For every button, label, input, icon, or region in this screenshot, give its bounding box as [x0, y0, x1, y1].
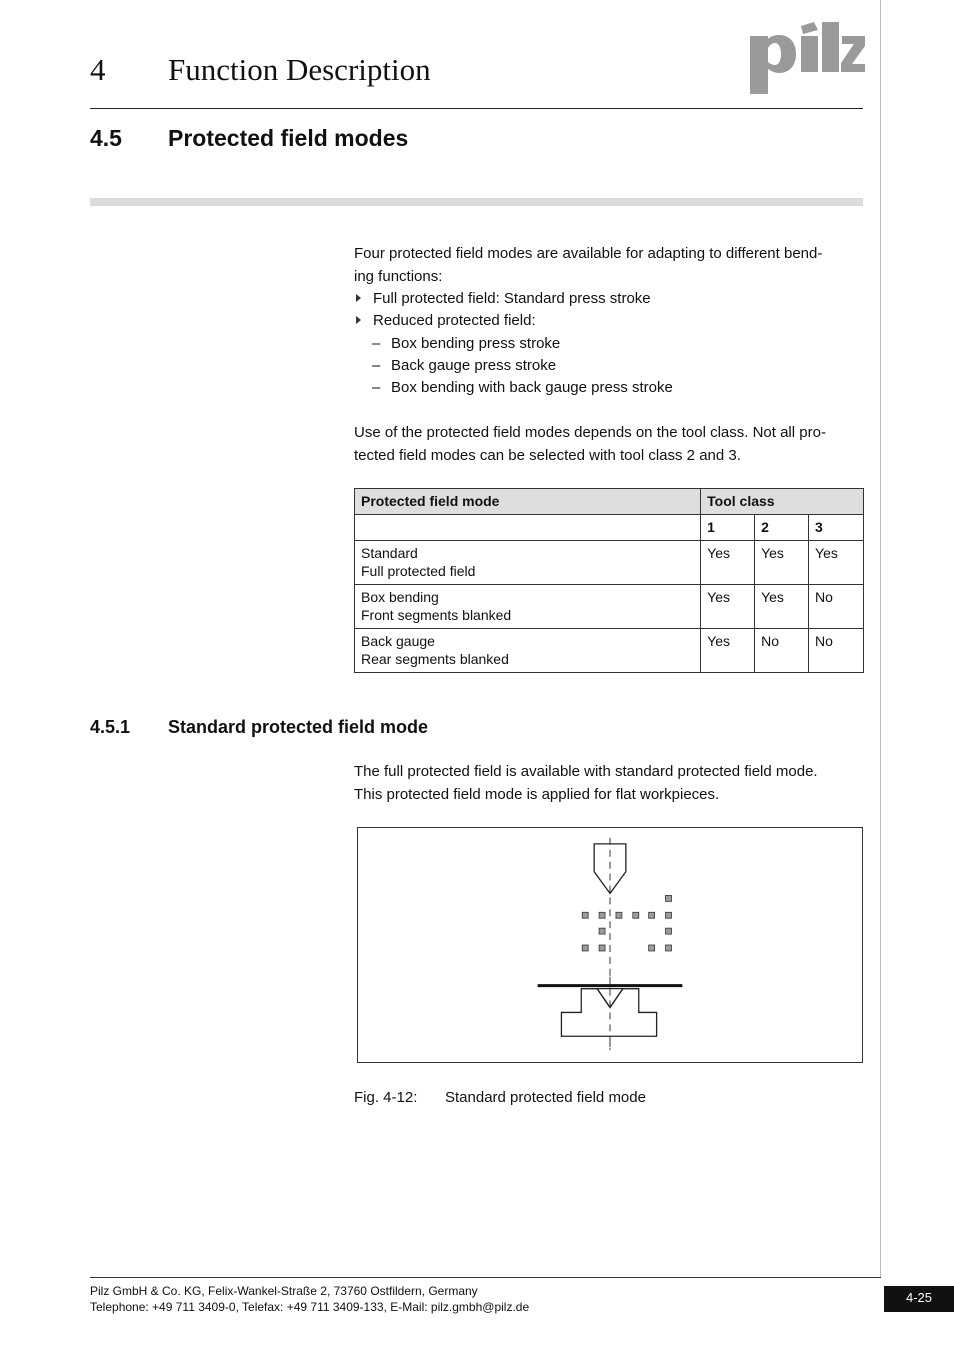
value-cell: No: [755, 629, 809, 673]
protected-field-sensors: [582, 895, 671, 951]
logo-letter-l: [822, 22, 839, 72]
press-brake-diagram: [357, 827, 863, 1063]
footer-address: Pilz GmbH & Co. KG, Felix-Wankel-Straße 2, 73760 Ostfildern, Germany: [90, 1284, 478, 1298]
logo-letter-i-dot: [801, 22, 818, 34]
die-tool: [561, 989, 656, 1037]
bullet-arrow-icon: [356, 294, 361, 302]
dash-symbol: –: [372, 379, 381, 396]
usage-paragraph: [354, 422, 866, 467]
sensor: [666, 912, 672, 918]
dash-symbol: –: [372, 357, 381, 374]
section-divider-band: [90, 198, 863, 206]
mode-name: Standard: [361, 545, 418, 561]
intro-line-2: ing functions:: [354, 267, 443, 285]
mode-name: Box bending: [361, 589, 439, 605]
usage-line-2: tected field modes can be selected with tool class 2 and 3.: [354, 446, 741, 464]
logo-letter-i: [801, 36, 818, 72]
mode-name: Back gauge: [361, 633, 435, 649]
subsection-line-2: This protected field mode is applied for flat workpieces.: [354, 785, 720, 803]
tool-class-1: 1: [701, 515, 755, 541]
chapter-number: 4: [90, 52, 106, 87]
protected-field-mode-table: [354, 488, 864, 673]
value-cell: Yes: [755, 585, 809, 629]
mode-cell: [355, 629, 701, 673]
figure-caption-label: Fig. 4-12:: [354, 1089, 418, 1106]
subsection-title: Standard protected field mode: [168, 717, 429, 737]
intro-line-1: Four protected field modes are available for adapting to different bend-: [354, 245, 823, 262]
logo-letter-z: [841, 36, 865, 72]
dash-item: – Back gauge press stroke: [372, 355, 556, 378]
table-header-row: [355, 489, 864, 515]
value-cell: Yes: [809, 541, 864, 585]
header-tool-class: Tool class: [701, 489, 864, 515]
bullet-item: Reduced protected field:: [354, 310, 536, 333]
sensor: [582, 912, 588, 918]
subsection-paragraph: [354, 761, 866, 806]
sensor: [633, 912, 639, 918]
subheader-empty: [355, 515, 701, 541]
intro-paragraph: [354, 243, 866, 288]
sensor: [599, 928, 605, 934]
value-cell: Yes: [755, 541, 809, 585]
mode-cell: [355, 541, 701, 585]
footer-contact: Telephone: +49 711 3409-0, Telefax: +49 711 3409-133, E-Mail: pilz.gmbh@pilz.de: [90, 1300, 530, 1314]
sensor: [666, 895, 672, 901]
page-margin-rule: [880, 0, 881, 1278]
dash-symbol: –: [372, 335, 381, 352]
table-row: [355, 541, 864, 585]
value-cell: No: [809, 585, 864, 629]
section-number: 4.5: [90, 125, 122, 151]
sensor: [582, 945, 588, 951]
chapter-title: Function Description: [168, 52, 431, 87]
mode-desc: Rear segments blanked: [361, 651, 509, 667]
logo-letter-p: [750, 35, 796, 94]
table-row: [355, 629, 864, 673]
bullet-arrow-icon: [356, 316, 361, 324]
sensor: [616, 912, 622, 918]
table-subheader-row: [355, 515, 864, 541]
subsection-line-1: The full protected field is available with standard protected field mode.: [354, 763, 818, 780]
value-cell: No: [809, 629, 864, 673]
table-row: [355, 585, 864, 629]
dash-item: – Box bending with back gauge press stroke: [372, 377, 673, 400]
value-cell: Yes: [701, 585, 755, 629]
sensor: [649, 945, 655, 951]
sensor: [666, 928, 672, 934]
tool-class-2: 2: [755, 515, 809, 541]
footer-rule: [90, 1277, 881, 1278]
sensor: [666, 945, 672, 951]
sensor: [649, 912, 655, 918]
header-rule: [90, 108, 863, 109]
figure-caption-text: Standard protected field mode: [445, 1089, 646, 1106]
sensor: [599, 912, 605, 918]
mode-desc: Front segments blanked: [361, 607, 512, 623]
header-mode: Protected field mode: [355, 489, 701, 515]
pilz-logo: [748, 22, 866, 98]
sensor: [599, 945, 605, 951]
bullet-item: Full protected field: Standard press stroke: [354, 288, 651, 311]
dash-item: – Box bending press stroke: [372, 333, 560, 356]
mode-desc: Full protected field: [361, 563, 476, 579]
value-cell: Yes: [701, 541, 755, 585]
subsection-number: 4.5.1: [90, 717, 131, 737]
mode-cell: [355, 585, 701, 629]
section-title: Protected field modes: [168, 125, 409, 151]
page-number: 4-25: [884, 1286, 954, 1312]
value-cell: Yes: [701, 629, 755, 673]
tool-class-3: 3: [809, 515, 864, 541]
usage-line-1: Use of the protected field modes depends on the tool class. Not all pro-: [354, 424, 826, 441]
